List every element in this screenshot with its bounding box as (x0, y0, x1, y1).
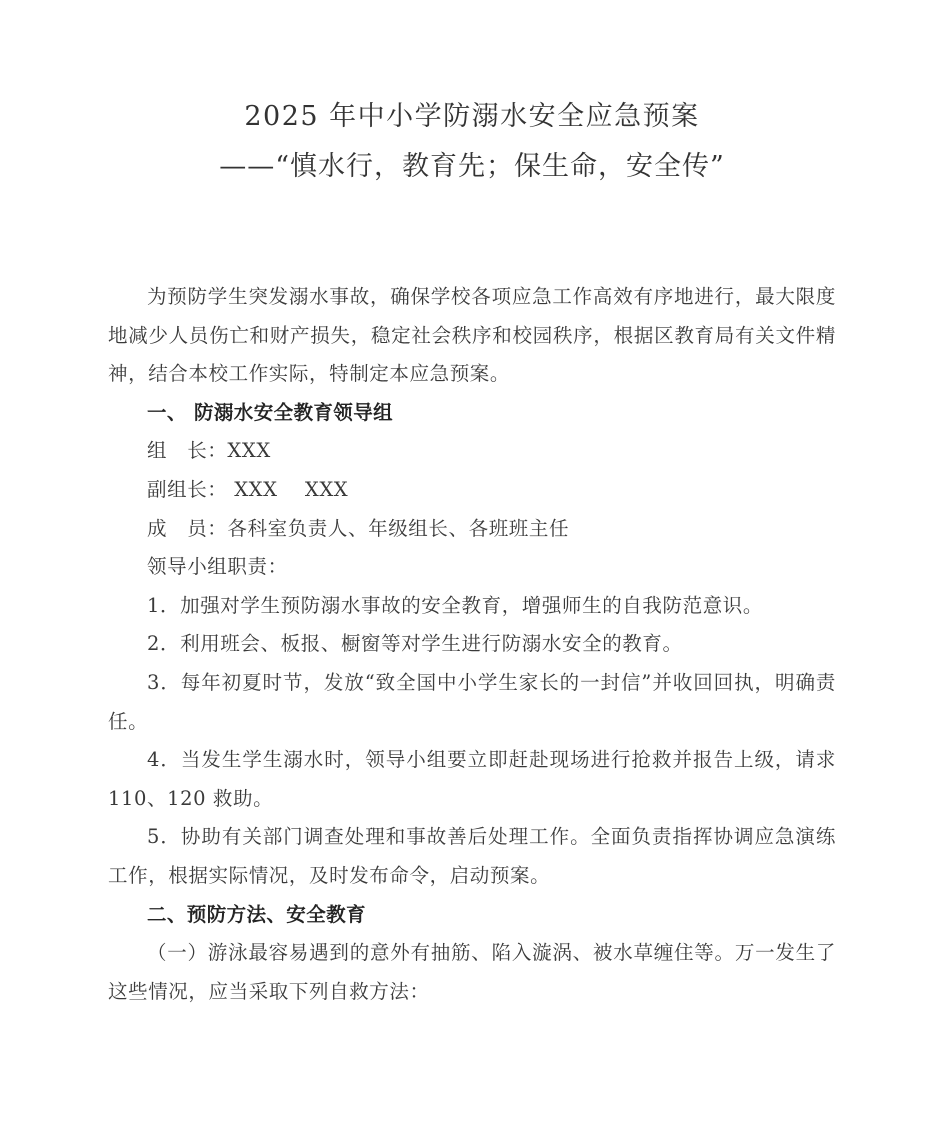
duty-item-5: 5．协助有关部门调查处理和事故善后处理工作。全面负责指挥协调应急演练工作，根据实际情况，及时发布命令，启动预案。 (108, 825, 836, 887)
section-2-item-1: （一）游泳最容易遇到的意外有抽筋、陷入漩涡、被水草缠住等。万一发生了这些情况，应当采取下列自救方法： (108, 941, 836, 1003)
document-title-main: 2025 年中小学防溺水安全应急预案 (244, 101, 700, 132)
duty-item-2: 2．利用班会、板报、橱窗等对学生进行防溺水安全的教育。 (147, 632, 683, 656)
duty-item-4: 4．当发生学生溺水时，领导小组要立即赶赴现场进行抢救并报告上级，请求 110、120 救助。 (108, 748, 843, 810)
document-body (108, 278, 843, 1011)
document-content (108, 0, 843, 1011)
section-heading-1: 一、 防溺水安全教育领导组 (147, 400, 393, 424)
leadership-duties-label: 领导小组职责： (147, 555, 288, 579)
leadership-group-leader: 组 长：XXX (147, 439, 271, 463)
leadership-group-deputy-leader: 副组长： XXX XXX (147, 477, 349, 501)
document-title-block (108, 92, 836, 192)
document-title-subtitle: ——“慎水行，教育先；保生命，安全传” (219, 151, 725, 182)
section-heading-2: 二、预防方法、安全教育 (147, 902, 366, 926)
paragraph-intro: 为预防学生突发溺水事故，确保学校各项应急工作高效有序地进行，最大限度地减少人员伤亡和财产损失，稳定社会秩序和校园秩序，根据区教育局有关文件精神，结合本校工作实际，特制定本应急预案。 (108, 285, 836, 386)
leadership-group-members: 成 员：各科室负责人、年级组长、各班班主任 (147, 516, 570, 540)
duty-item-3: 3．每年初夏时节，发放“致全国中小学生家长的一封信”并收回回执，明确责任。 (108, 670, 836, 733)
duty-item-1: 1．加强对学生预防溺水事故的安全教育，增强师生的自我防范意识。 (147, 593, 764, 617)
